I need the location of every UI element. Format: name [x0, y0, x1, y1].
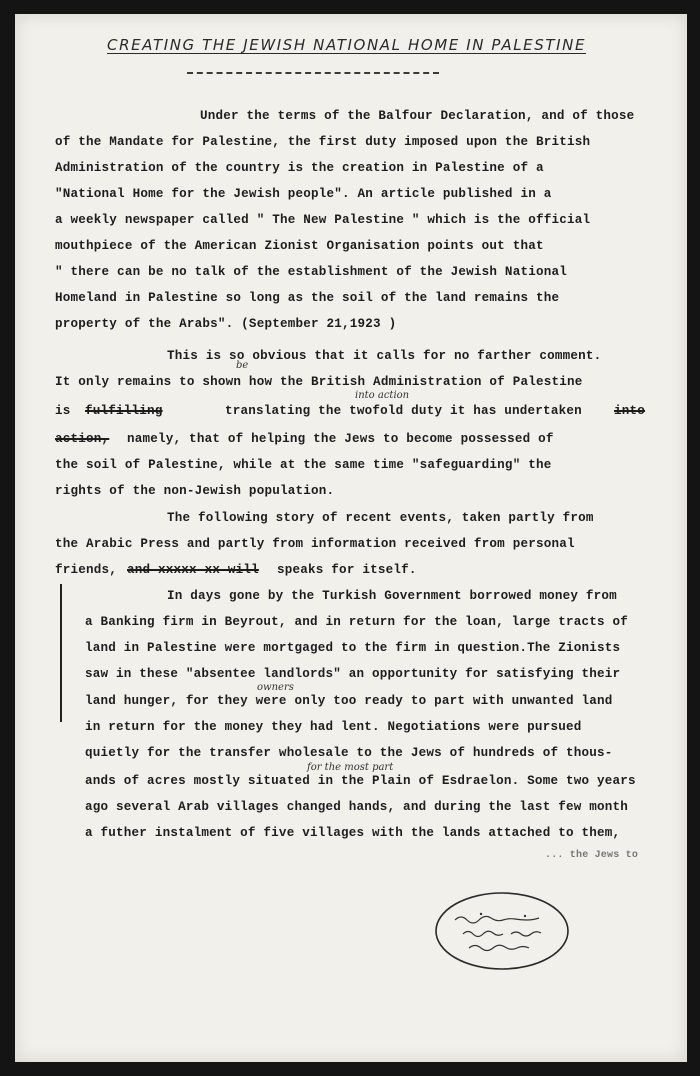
text-line: of the Mandate for Palestine, the first duty imposed upon the British [55, 135, 591, 149]
text-line: mouthpiece of the American Zionist Organisation points out that [55, 239, 544, 253]
text-line: the Arabic Press and partly from information received from personal [55, 537, 575, 551]
text-line: namely, that of helping the Jews to become possessed of [127, 432, 554, 446]
handwritten-insertion: into action [355, 390, 410, 401]
text-line: a Banking firm in Beyrout, and in return for the loan, large tracts of [85, 615, 629, 629]
text-line: land hunger, for they were only too ready to part with unwanted land [85, 694, 613, 708]
document-title: CREATING THE JEWISH NATIONAL HOME IN PALESTINE [107, 36, 587, 54]
text-line: Under the terms of the Balfour Declaration, and of those [200, 109, 635, 123]
text-line: translating the twofold duty it has undertaken [225, 404, 582, 418]
text-line: Homeland in Palestine so long as the soil of the land remains the [55, 291, 560, 305]
text-line: friends, [55, 563, 118, 577]
struck-text: into [614, 404, 646, 418]
text-line: "National Home for the Jewish people". An article published in a [55, 187, 552, 201]
text-line: a futher instalment of five villages with the lands attached to them, [85, 826, 621, 840]
text-line: saw in these "absentee landlords" an opportunity for satisfying their [85, 667, 621, 681]
text-line: speaks for itself. [277, 563, 417, 577]
document-page [15, 14, 687, 1062]
handwritten-insertion: be [236, 360, 249, 371]
title-underline-rule [187, 72, 439, 74]
text-line: ago several Arab villages changed hands, and during the last few month [85, 800, 629, 814]
handwritten-insertion: for the most part [307, 762, 394, 773]
text-line: quietly for the transfer wholesale to the Jews of hundreds of thous- [85, 746, 613, 760]
text-line: " there can be no talk of the establishment of the Jewish National [55, 265, 567, 279]
text-line: This is so obvious that it calls for no farther comment. [167, 349, 602, 363]
text-line: In days gone by the Turkish Government borrowed money from [167, 589, 617, 603]
text-line: property of the Arabs". (September 21,1923 ) [55, 317, 397, 331]
struck-text: fulfilling [85, 404, 163, 418]
text-line: ands of acres mostly situated in the Plain of Esdraelon. Some two years [85, 774, 636, 788]
archive-stamp-icon [433, 890, 571, 972]
handwritten-insertion: owners [257, 682, 294, 693]
text-line: Administration of the country is the creation in Palestine of a [55, 161, 544, 175]
text-line: is [55, 404, 71, 418]
text-line: rights of the non-Jewish population. [55, 484, 335, 498]
margin-mark [60, 584, 62, 722]
cut-off-line: ... the Jews to [545, 850, 639, 861]
text-line: land in Palestine were mortgaged to the firm in question.The Zionists [85, 641, 621, 655]
text-line: It only remains to shown how the British Administration of Palestine [55, 375, 583, 389]
text-line: The following story of recent events, taken partly from [167, 511, 594, 525]
text-line: a weekly newspaper called " The New Palestine " which is the official [55, 213, 591, 227]
text-line: the soil of Palestine, while at the same time "safeguarding" the [55, 458, 552, 472]
text-line: in return for the money they had lent. Negotiations were pursued [85, 720, 582, 734]
struck-text: and xxxxx xx will [127, 563, 259, 577]
struck-text: action, [55, 432, 110, 446]
